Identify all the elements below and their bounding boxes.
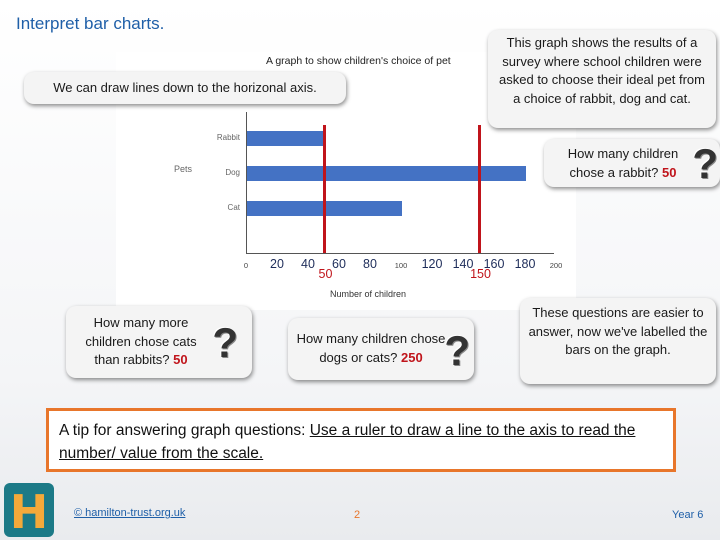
overlay-tick-160: 160 xyxy=(483,257,505,271)
x-axis-line xyxy=(246,253,554,254)
category-label-cat: Cat xyxy=(227,203,240,212)
callout-survey xyxy=(488,30,716,128)
chart-title: A graph to show children's choice of pet xyxy=(266,55,451,67)
callout-survey-text: This graph shows the results of a survey where school children were asked to choose their ideal pet from a choice of rabbit, dog and cat. xyxy=(499,35,705,106)
overlay-tick-80: 80 xyxy=(363,257,377,271)
callout-draw-lines-text: We can draw lines down to the horizonal axis. xyxy=(53,80,317,95)
category-label-dog: Dog xyxy=(225,168,240,177)
y-axis-label: Pets xyxy=(174,164,193,174)
callout-rabbit-question xyxy=(544,139,720,187)
red-line-150 xyxy=(478,125,481,253)
more-question-text: How many more children chose cats than rabbits? xyxy=(85,315,197,367)
logo-letter: H xyxy=(9,485,49,539)
question-mark-icon: ? xyxy=(212,319,238,366)
overlay-tick-20: 20 xyxy=(270,257,284,271)
x-tick-200: 200 xyxy=(549,261,563,270)
more-answer: 50 xyxy=(173,352,188,367)
bar-rabbit xyxy=(247,131,325,146)
page-number: 2 xyxy=(354,509,361,521)
overlay-tick-120: 120 xyxy=(421,257,443,271)
copyright-link[interactable] xyxy=(74,507,185,519)
dogs-cats-answer: 250 xyxy=(400,349,423,365)
tip-lead: A tip for answering graph questions: xyxy=(59,422,310,439)
callout-draw-lines xyxy=(24,72,346,104)
callout-dogs-cats-question xyxy=(288,318,474,380)
rabbit-question-text: How many children chose a rabbit? xyxy=(567,146,679,180)
tip-box xyxy=(46,408,676,472)
category-label-rabbit: Rabbit xyxy=(216,133,240,142)
red-line-label-50: 50 xyxy=(318,267,333,281)
dogs-cats-question-text: How many children chose dogs or cats? xyxy=(296,331,446,365)
x-tick-0: 0 xyxy=(243,261,249,270)
question-mark-icon: ? xyxy=(692,140,718,187)
callout-more-question xyxy=(66,306,252,378)
x-axis-label: Number of children xyxy=(330,289,407,299)
question-mark-icon: ? xyxy=(444,327,470,374)
slide-title: Interpret bar charts. xyxy=(16,14,165,33)
overlay-tick-60: 60 xyxy=(332,257,346,271)
tip-underlined: Use a ruler to draw a line to the axis to read the number/ value from the scale. xyxy=(59,422,636,462)
red-line-label-150: 150 xyxy=(470,267,491,281)
x-tick-100: 100 xyxy=(394,261,408,270)
hamilton-logo xyxy=(4,483,54,537)
year-label: Year 6 xyxy=(672,509,704,521)
callout-easier-text: These questions are easier to answer, now we've labelled the bars on the graph. xyxy=(528,305,708,357)
red-line-50 xyxy=(323,125,326,253)
rabbit-answer: 50 xyxy=(662,164,677,180)
overlay-tick-140: 140 xyxy=(452,257,474,271)
overlay-tick-180: 180 xyxy=(514,257,536,271)
callout-easier xyxy=(520,298,716,384)
bar-dog xyxy=(247,166,526,181)
copyright-text[interactable]: © hamilton-trust.org.uk xyxy=(74,507,186,519)
overlay-tick-40: 40 xyxy=(301,257,315,271)
